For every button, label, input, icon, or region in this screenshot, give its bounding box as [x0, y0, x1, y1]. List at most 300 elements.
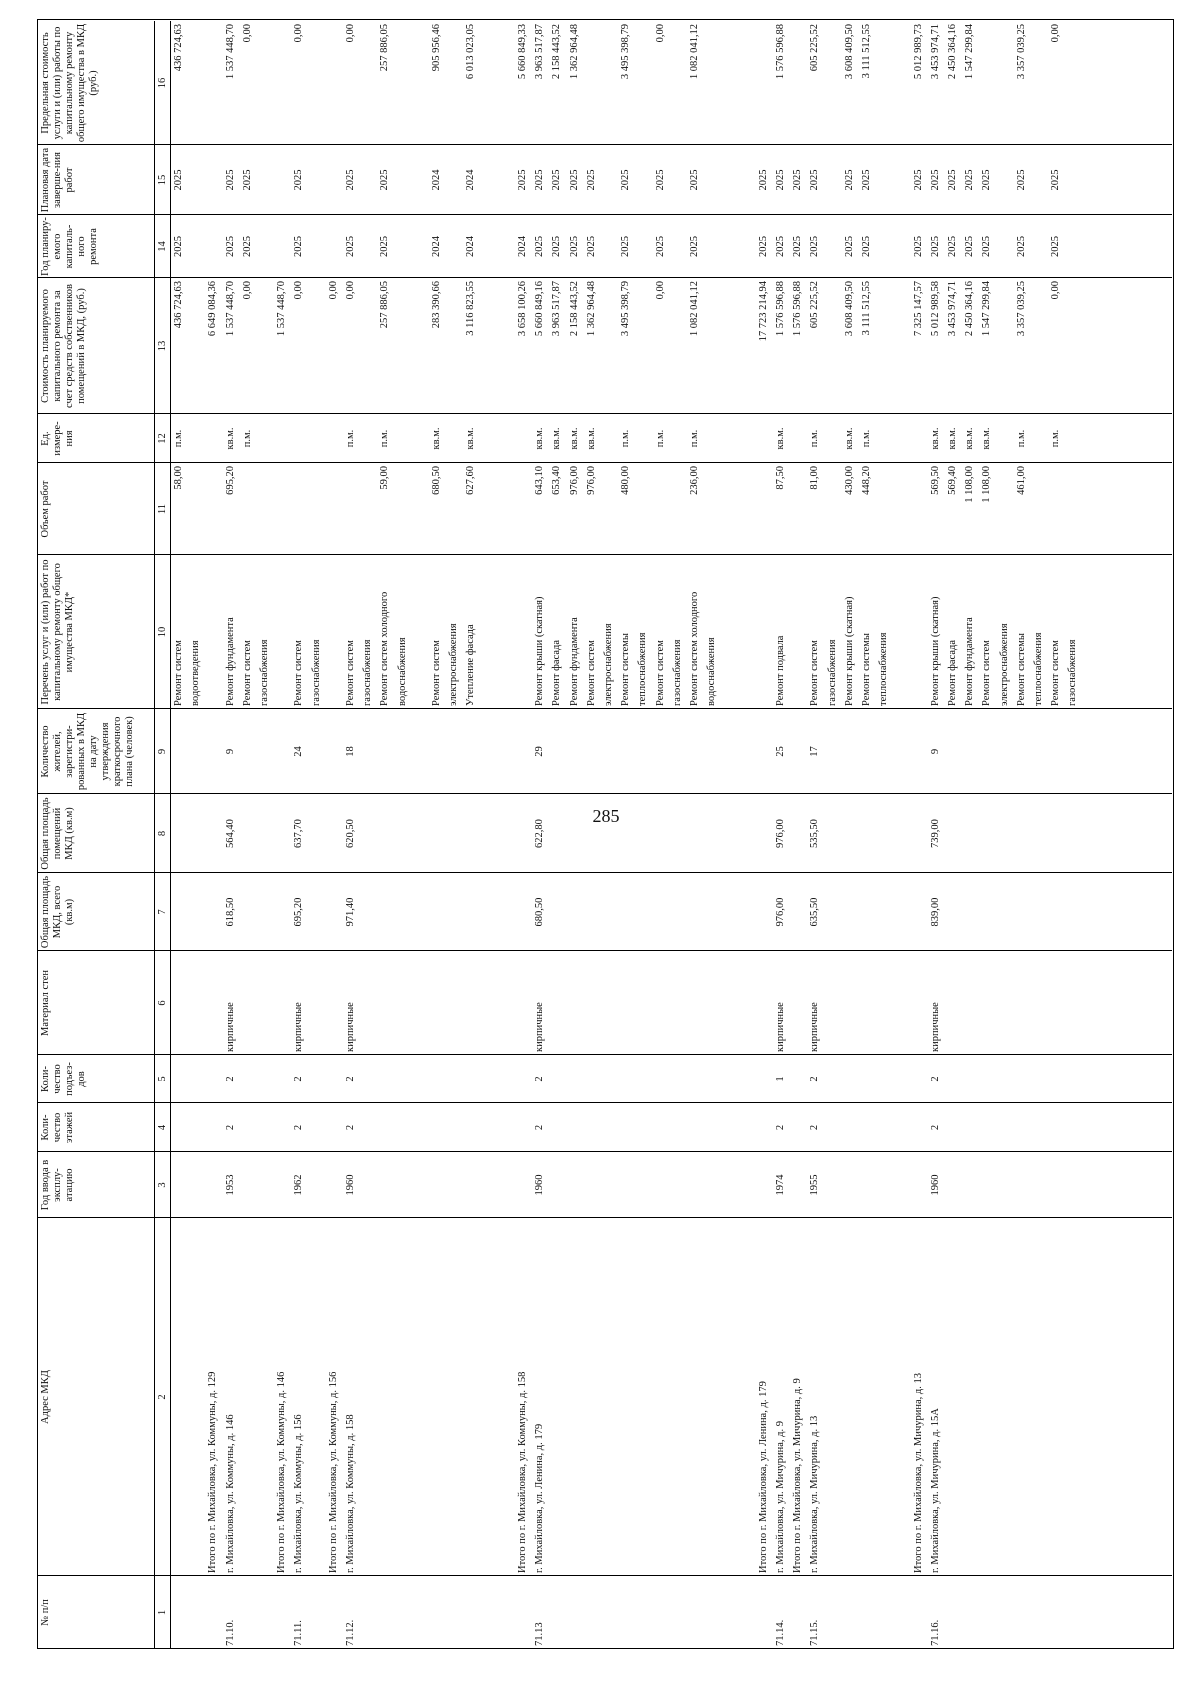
column-header: № п/п: [40, 1599, 51, 1626]
cell-max: 1 576 596,88: [775, 24, 786, 80]
cell-max: 0,00: [345, 24, 356, 43]
cell-vol: 1 108,00: [981, 466, 993, 503]
cell-max: 6 013 023,05: [465, 24, 477, 80]
cell-no: 71.14.: [775, 1619, 786, 1646]
cell-year: 2025: [757, 236, 769, 257]
cell-max: 3 963 517,87: [534, 24, 546, 80]
cell-max: 3 608 409,50: [843, 24, 855, 80]
cell-work: Ремонт систем: [173, 640, 184, 706]
column-header: Коли-чество подъез-дов: [40, 1062, 87, 1096]
cell-date: 2025: [568, 169, 580, 191]
cell-work: Ремонт систем: [345, 640, 356, 706]
cell-work: теплоснабжения: [878, 632, 890, 706]
column-number: 14: [157, 241, 168, 252]
cell-floors: 2: [293, 1124, 305, 1131]
cell-max: 0,00: [654, 24, 666, 43]
cell-work: Ремонт крыши (скатная): [534, 596, 546, 706]
column-number: 1: [157, 1609, 168, 1616]
cell-year: 2025: [912, 236, 924, 257]
cell-cost: 3 658 100,26: [517, 281, 528, 337]
cell-work: Ремонт систем: [809, 640, 821, 706]
column-number: 16: [157, 77, 168, 89]
cell-unit: кв.м.: [585, 427, 597, 450]
cell-cost: 3 111 512,55: [861, 281, 872, 336]
cell-year: 2024: [517, 236, 528, 257]
cell-cost: 5 012 989,58: [929, 281, 941, 337]
cell-vol: 448,20: [861, 466, 872, 495]
cell-unit: кв.м.: [224, 427, 236, 450]
cell-addr: г. Михайловка, ул. Коммуны, д. 158: [345, 1414, 356, 1573]
column-divider: [37, 1575, 1172, 1576]
cell-year: 2025: [241, 236, 253, 257]
cell-date: 2025: [689, 169, 700, 191]
cell-year_built: 1974: [775, 1174, 786, 1196]
cell-wall: кирпичные: [534, 1002, 546, 1052]
cell-work: Ремонт систем: [293, 640, 305, 706]
cell-work: Ремонт фундамента: [568, 617, 580, 706]
cell-date: 2025: [620, 169, 632, 191]
column-divider: [37, 872, 1172, 873]
cell-max: 3 357 039,25: [1015, 24, 1027, 80]
cell-work: электроснабжения: [603, 623, 614, 706]
cell-date: 2025: [929, 169, 941, 191]
cell-date: 2025: [551, 169, 563, 191]
cell-work: Ремонт фасада: [551, 639, 563, 706]
cell-wall: кирпичные: [293, 1002, 305, 1052]
cell-date: 2025: [1015, 169, 1027, 191]
cell-vol: 81,00: [809, 466, 821, 490]
cell-unit: п.м.: [1050, 429, 1062, 448]
column-divider: [37, 214, 1172, 215]
column-divider: [37, 1217, 1172, 1218]
cell-vol: 58,00: [173, 466, 184, 490]
column-header: Перечень услуг и (или) работ по капитальному ремонту общего имущества МКД*: [40, 559, 75, 705]
cell-max: 905 956,46: [431, 24, 442, 72]
cell-unit: кв.м.: [534, 427, 546, 450]
cell-max: 2 450 364,16: [947, 24, 958, 80]
cell-unit: кв.м.: [551, 427, 563, 450]
cell-cost: 1 537 448,70: [224, 281, 236, 337]
cell-year: 2025: [173, 236, 184, 257]
column-header: Предельная стоимость услуги и (или) работы по капитальному ремонту общего имущества в МКД (руб.): [40, 23, 99, 143]
cell-max: 257 886,05: [379, 24, 391, 72]
cell-max: 1 362 964,48: [568, 24, 580, 80]
cell-year: 2025: [654, 236, 666, 257]
cell-year_built: 1955: [809, 1174, 821, 1196]
cell-date: 2025: [173, 169, 184, 191]
cell-max: 5 012 989,73: [912, 24, 924, 80]
cell-wall: кирпичные: [775, 1002, 786, 1052]
cell-area: 680,50: [534, 897, 546, 927]
cell-cost: 1 082 041,12: [689, 281, 700, 337]
cell-work: водоснабжения: [706, 637, 718, 706]
cell-work: Ремонт фасада: [947, 639, 958, 706]
column-divider: [37, 793, 1172, 794]
cell-vol: 236,00: [689, 466, 700, 495]
cell-year: 2025: [981, 236, 993, 257]
cell-year: 2025: [809, 236, 821, 257]
cell-unit: кв.м.: [981, 427, 993, 450]
cell-area: 695,20: [293, 897, 305, 927]
cell-cost: 283 390,66: [431, 281, 442, 329]
cell-max: 0,00: [293, 24, 305, 43]
cell-max: 0,00: [241, 24, 253, 43]
cell-addr: Итого по г. Михайловка, ул. Коммуны, д. 129: [207, 1371, 219, 1573]
cell-year: 2025: [585, 236, 597, 257]
cell-cost: 7 325 147,57: [912, 281, 924, 337]
cell-year: 2025: [861, 236, 872, 257]
cell-unit: п.м.: [241, 429, 253, 448]
cell-unit: кв.м.: [431, 427, 442, 450]
cell-year: 2025: [792, 236, 804, 257]
cell-cost: 1 576 596,88: [775, 281, 786, 337]
cell-area_rooms: 739,00: [929, 819, 941, 848]
cell-unit: п.м.: [861, 429, 872, 448]
cell-vol: 1 108,00: [964, 466, 976, 503]
cell-cost: 1 547 299,84: [981, 281, 993, 337]
cell-year: 2025: [551, 236, 563, 257]
cell-unit: кв.м.: [775, 427, 786, 450]
cell-year_built: 1960: [929, 1174, 941, 1196]
cell-unit: п.м.: [654, 429, 666, 448]
cell-entr: 2: [224, 1076, 236, 1082]
cell-people: 17: [809, 746, 821, 757]
cell-cost: 0,00: [241, 281, 253, 300]
column-header: Материал стен: [40, 970, 51, 1036]
cell-work: газоснабжения: [310, 639, 322, 706]
cell-vol: 87,50: [775, 466, 786, 490]
cell-floors: 2: [534, 1124, 546, 1131]
cell-max: 3 453 974,71: [929, 24, 941, 80]
cell-max: 1 547 299,84: [964, 24, 976, 80]
cell-unit: кв.м.: [465, 427, 477, 450]
cell-area: 618,50: [224, 897, 236, 927]
cell-year_built: 1960: [534, 1174, 546, 1196]
cell-people: 9: [929, 748, 941, 755]
cell-floors: 2: [809, 1124, 821, 1131]
cell-addr: Итого по г. Михайловка, ул. Коммуны, д. 158: [517, 1371, 528, 1573]
cell-wall: кирпичные: [345, 1002, 356, 1052]
column-number: 7: [157, 909, 168, 915]
cell-date: 2025: [912, 169, 924, 191]
cell-date: 2025: [654, 169, 666, 191]
cell-work: электроснабжения: [998, 623, 1010, 706]
cell-cost: 1 362 964,48: [585, 281, 597, 337]
cell-floors: 2: [224, 1124, 236, 1131]
cell-unit: п.м.: [173, 429, 184, 448]
cell-cost: 3 495 398,79: [620, 281, 632, 337]
cell-addr: г. Михайловка, ул. Коммуны, д. 146: [224, 1414, 236, 1573]
cell-work: Ремонт систем: [654, 640, 666, 706]
cell-cost: 257 886,05: [379, 281, 391, 329]
cell-year: 2025: [534, 236, 546, 257]
cell-unit: кв.м.: [964, 427, 976, 450]
cell-cost: 1 537 448,70: [276, 281, 288, 337]
cell-date: 2025: [345, 169, 356, 191]
cell-year: 2024: [431, 236, 442, 257]
cell-people: 24: [293, 746, 305, 757]
cell-work: газоснабжения: [671, 639, 683, 706]
cell-area: 971,40: [345, 897, 356, 927]
cell-vol: 976,00: [568, 466, 580, 495]
cell-addr: Итого по г. Михайловка, ул. Мичурина, д. 13: [912, 1373, 924, 1573]
cell-unit: п.м.: [1015, 429, 1027, 448]
cell-cost: 17 723 214,94: [757, 281, 769, 342]
cell-work: газоснабжения: [1067, 639, 1079, 706]
cell-work: газоснабжения: [362, 639, 374, 706]
cell-work: Ремонт систем: [585, 640, 597, 706]
column-divider: [37, 277, 1172, 278]
cell-addr: г. Михайловка, ул. Ленина, д. 179: [534, 1423, 546, 1573]
column-number: 5: [157, 1076, 168, 1082]
cell-year: 2025: [224, 236, 236, 257]
cell-unit: кв.м.: [843, 427, 855, 450]
cell-people: 18: [345, 746, 356, 757]
cell-date: 2024: [431, 169, 442, 191]
column-divider: [37, 708, 1172, 709]
column-header: Плановая дата заверше-ния работ: [40, 147, 75, 213]
cell-max: 605 225,52: [809, 24, 821, 72]
cell-cost: 0,00: [293, 281, 305, 300]
cell-max: 436 724,63: [173, 24, 184, 72]
cell-cost: 3 116 823,55: [465, 281, 477, 336]
column-divider: [37, 1054, 1172, 1055]
cell-year: 2025: [964, 236, 976, 257]
page-number: 285: [592, 806, 620, 826]
cell-floors: 2: [345, 1124, 356, 1131]
column-header: Коли-чество этажей: [40, 1111, 75, 1144]
cell-date: 2025: [241, 169, 253, 191]
cell-year: 2025: [568, 236, 580, 257]
cell-work: Ремонт систем холодного: [689, 591, 700, 706]
cell-floors: 2: [775, 1124, 786, 1131]
cell-work: газоснабжения: [259, 639, 270, 706]
cell-vol: 480,00: [620, 466, 632, 495]
cell-work: водоснабжения: [396, 637, 408, 706]
cell-vol: 569,40: [947, 466, 958, 495]
cell-year: 2024: [465, 236, 477, 257]
cell-work: Утепление фасада: [465, 624, 477, 706]
cell-addr: г. Михайловка, ул. Коммуны, д. 156: [293, 1414, 305, 1573]
column-header: Год ввода в эксплу-атацию: [40, 1159, 75, 1211]
cell-addr: г. Михайловка, ул. Мичурина, д. 15А: [929, 1408, 941, 1573]
cell-people: 29: [534, 746, 546, 757]
cell-cost: 6 649 084,36: [207, 281, 219, 337]
cell-entr: 2: [293, 1076, 305, 1082]
cell-work: Ремонт крыши (скатная): [929, 596, 941, 706]
cell-date: 2025: [792, 169, 804, 191]
column-divider: [37, 1151, 1172, 1152]
cell-no: 71.16.: [929, 1619, 941, 1646]
cell-area_rooms: 976,00: [775, 819, 786, 848]
cell-max: 3 495 398,79: [620, 24, 632, 80]
cell-work: Ремонт фундамента: [224, 617, 236, 706]
cell-entr: 2: [534, 1076, 546, 1082]
cell-no: 71.13: [534, 1622, 546, 1646]
cell-date: 2025: [981, 169, 993, 191]
cell-date: 2025: [757, 169, 769, 191]
column-header: Год планиру-емого капиталь-ного ремонта: [40, 217, 99, 276]
cell-area_rooms: 622,80: [534, 819, 546, 848]
cell-work: электроснабжения: [448, 623, 460, 706]
cell-year: 2025: [775, 236, 786, 257]
column-header: Количество жителей, зарегистри-рованных в МКД на дату утверждения краткосрочного плана (человек): [40, 712, 135, 791]
column-number: 10: [157, 626, 168, 638]
cell-year_built: 1960: [345, 1174, 356, 1196]
cell-addr: Итого по г. Михайловка, ул. Коммуны, д. 156: [327, 1371, 339, 1573]
cell-year: 2025: [947, 236, 958, 257]
cell-work: Ремонт систем: [431, 640, 442, 706]
column-number: 13: [157, 340, 168, 352]
cell-cost: 3 453 974,71: [947, 281, 958, 337]
cell-entr: 2: [345, 1076, 356, 1082]
column-divider: [37, 1102, 1172, 1103]
cell-no: 71.11.: [293, 1620, 305, 1646]
cell-cost: 605 225,52: [809, 281, 821, 329]
cell-vol: 680,50: [431, 466, 442, 495]
cell-work: газоснабжения: [826, 639, 838, 706]
cell-date: 2025: [534, 169, 546, 191]
cell-unit: п.м.: [689, 429, 700, 448]
cell-addr: Итого по г. Михайловка, ул. Мичурина, д. 9: [792, 1378, 804, 1573]
cell-cost: 3 963 517,87: [551, 281, 563, 337]
column-number: 3: [157, 1182, 168, 1188]
cell-vol: 59,00: [379, 466, 391, 490]
cell-no: 71.12.: [345, 1619, 356, 1646]
column-number: 11: [157, 503, 168, 515]
cell-year_built: 1962: [293, 1174, 305, 1196]
cell-area_rooms: 637,70: [293, 819, 305, 848]
cell-entr: 2: [809, 1076, 821, 1082]
cell-date: 2025: [379, 169, 391, 191]
cell-year_built: 1953: [224, 1174, 236, 1196]
cell-date: 2025: [585, 169, 597, 191]
cell-max: 0,00: [1050, 24, 1062, 43]
capital-repair-table: [37, 19, 1174, 1649]
cell-unit: кв.м.: [568, 427, 580, 450]
column-divider: [37, 413, 1172, 414]
column-number: 9: [157, 748, 168, 755]
column-divider: [37, 950, 1172, 951]
cell-date: 2025: [964, 169, 976, 191]
cell-area: 839,00: [929, 897, 941, 927]
cell-cost: 0,00: [654, 281, 666, 300]
cell-wall: кирпичные: [929, 1002, 941, 1052]
cell-work: Ремонт систем холодного: [379, 591, 391, 706]
cell-unit: п.м.: [345, 429, 356, 448]
cell-unit: п.м.: [379, 429, 391, 448]
cell-cost: 2 158 443,52: [568, 281, 580, 337]
cell-work: теплоснабжения: [1033, 632, 1044, 706]
cell-work: Ремонт систем: [1050, 640, 1062, 706]
cell-date: 2025: [293, 169, 305, 191]
column-divider: [37, 462, 1172, 463]
cell-date: 2025: [861, 169, 872, 191]
cell-work: Ремонт подвала: [775, 635, 786, 706]
cell-max: 5 660 849,33: [517, 24, 528, 80]
cell-cost: 1 576 596,88: [792, 281, 804, 337]
cell-people: 25: [775, 746, 786, 757]
cell-date: 2025: [843, 169, 855, 191]
cell-cost: 2 450 364,16: [964, 281, 976, 337]
cell-vol: 976,00: [585, 466, 597, 495]
column-header: Общая площадь помещений МКД (кв.м): [40, 797, 75, 870]
cell-work: теплоснабжения: [637, 632, 649, 706]
cell-max: 1 082 041,12: [689, 24, 700, 80]
cell-vol: 569,50: [929, 466, 941, 495]
cell-year: 2025: [293, 236, 305, 257]
cell-work: Ремонт системы: [620, 633, 632, 706]
cell-vol: 461,00: [1015, 466, 1027, 495]
cell-date: 2025: [775, 169, 786, 191]
cell-unit: п.м.: [809, 429, 821, 448]
cell-work: Ремонт систем: [981, 640, 993, 706]
cell-work: Ремонт системы: [861, 633, 872, 706]
cell-cost: 0,00: [1050, 281, 1062, 300]
cell-cost: 436 724,63: [173, 281, 184, 329]
cell-vol: 643,10: [534, 466, 546, 495]
cell-work: Ремонт систем: [241, 640, 253, 706]
cell-area_rooms: 535,50: [809, 819, 821, 848]
cell-floors: 2: [929, 1124, 941, 1131]
cell-year: 2025: [379, 236, 391, 257]
cell-work: водоотведения: [190, 640, 202, 706]
cell-entr: 2: [929, 1076, 941, 1082]
cell-date: 2025: [1050, 169, 1062, 191]
cell-work: Ремонт крыши (скатная): [843, 596, 855, 706]
cell-vol: 430,00: [843, 466, 855, 495]
cell-work: Ремонт системы: [1015, 633, 1027, 706]
cell-addr: г. Михайловка, ул. Мичурина, д. 13: [809, 1415, 821, 1573]
cell-year: 2025: [843, 236, 855, 257]
cell-vol: 627,60: [465, 466, 477, 495]
column-header: Общая площадь МКД, всего (кв.м): [40, 875, 75, 949]
cell-year: 2025: [620, 236, 632, 257]
cell-cost: 5 660 849,16: [534, 281, 546, 337]
cell-addr: г. Михайловка, ул. Мичурина, д. 9: [775, 1420, 786, 1573]
cell-vol: 695,20: [224, 466, 236, 495]
cell-cost: 0,00: [327, 281, 339, 300]
cell-year: 2025: [1050, 236, 1062, 257]
cell-work: Ремонт фундамента: [964, 617, 976, 706]
cell-unit: п.м.: [620, 429, 632, 448]
cell-addr: Итого по г. Михайловка, ул. Ленина, д. 179: [757, 1381, 769, 1573]
cell-unit: кв.м.: [929, 427, 941, 450]
cell-max: 3 111 512,55: [861, 24, 872, 79]
cell-max: 2 158 443,52: [551, 24, 563, 80]
cell-vol: 653,40: [551, 466, 563, 495]
column-number: 2: [157, 1394, 168, 1400]
cell-no: 71.15.: [809, 1619, 821, 1646]
column-header: Объем работ: [40, 480, 51, 538]
cell-cost: 3 357 039,25: [1015, 281, 1027, 337]
cell-addr: Итого по г. Михайловка, ул. Коммуны, д. 146: [276, 1371, 288, 1573]
column-number: 12: [157, 433, 168, 444]
cell-date: 2024: [465, 169, 477, 191]
cell-date: 2025: [809, 169, 821, 191]
cell-year: 2025: [1015, 236, 1027, 257]
cell-cost: 3 608 409,50: [843, 281, 855, 337]
column-header: Ед. измере-ния: [40, 421, 75, 456]
cell-people: 9: [224, 748, 236, 755]
column-header: Адрес МКД: [40, 1370, 51, 1424]
cell-area_rooms: 620,50: [345, 819, 356, 848]
cell-year: 2025: [345, 236, 356, 257]
column-number: 6: [157, 1000, 168, 1006]
column-divider: [37, 554, 1172, 555]
cell-year: 2025: [929, 236, 941, 257]
cell-area: 976,00: [775, 897, 786, 927]
